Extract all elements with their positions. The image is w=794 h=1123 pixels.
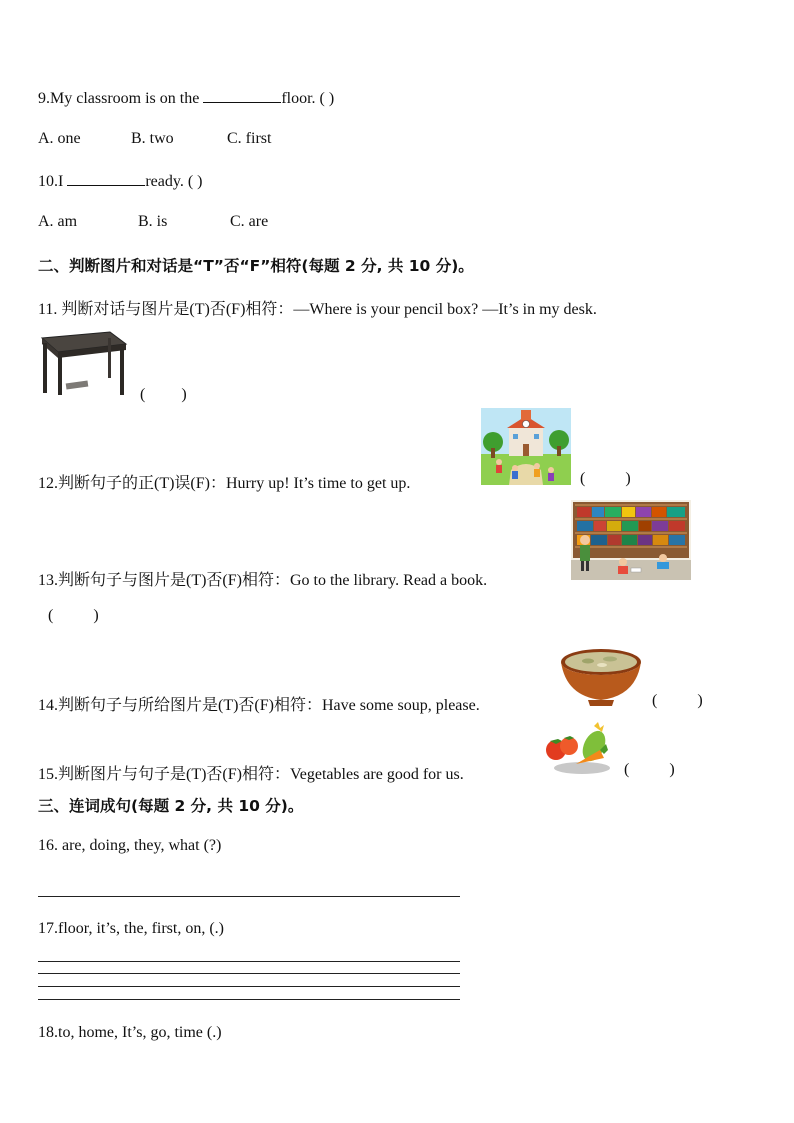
answer-line: [38, 961, 460, 962]
school-image: [481, 408, 571, 485]
question-10: 10.I ready. ( ): [38, 173, 203, 190]
option-b: B. two: [131, 130, 174, 147]
option-b: B. is: [138, 213, 168, 230]
option-a: A. one: [38, 130, 81, 147]
answer-line: [38, 999, 460, 1000]
section-3-heading: 三、连词成句(每题 2 分, 共 10 分)。: [38, 797, 304, 815]
soup-bowl-image: [558, 644, 644, 710]
answer-blank: [203, 88, 281, 103]
answer-paren: ( ): [652, 692, 703, 709]
answer-paren: ( ): [48, 607, 99, 624]
answer-paren: ( ): [580, 470, 631, 487]
question-16: 16. are, doing, they, what (?): [38, 837, 222, 854]
question-18: 18.to, home, It’s, go, time (.): [38, 1024, 222, 1041]
answer-line: [38, 986, 460, 987]
question-12: 12.判断句子的正(T)误(F)：Hurry up! It’s time to get up.: [38, 475, 411, 492]
question-10-options: [38, 213, 268, 231]
answer-line: [38, 973, 460, 974]
question-14: 14.判断句子与所给图片是(T)否(F)相符：Have some soup, please.: [38, 697, 480, 714]
library-image: [571, 500, 691, 580]
section-2-heading: 二、判断图片和对话是“T”否“F”相符(每题 2 分, 共 10 分)。: [38, 257, 474, 275]
question-11: 11. 判断对话与图片是(T)否(F)相符：—Where is your pencil box? —It’s in my desk.: [38, 301, 597, 318]
question-9: 9.My classroom is on the floor. ( ): [38, 90, 335, 107]
answer-paren: ( ): [624, 761, 675, 778]
question-9-options: [38, 130, 271, 148]
option-a: A. am: [38, 213, 78, 230]
desk-image: [38, 328, 128, 398]
answer-blank: [67, 171, 145, 186]
question-17: 17.floor, it’s, the, first, on, (.): [38, 920, 224, 937]
vegetables-image: [542, 720, 614, 776]
option-c: C. are: [230, 213, 269, 230]
answer-paren: ( ): [140, 386, 187, 403]
answer-line: [38, 896, 460, 897]
question-15: 15.判断图片与句子是(T)否(F)相符：Vegetables are good for us.: [38, 766, 464, 783]
question-13: 13.判断句子与图片是(T)否(F)相符：Go to the library. Read a book.: [38, 572, 488, 589]
option-c: C. first: [227, 130, 272, 147]
